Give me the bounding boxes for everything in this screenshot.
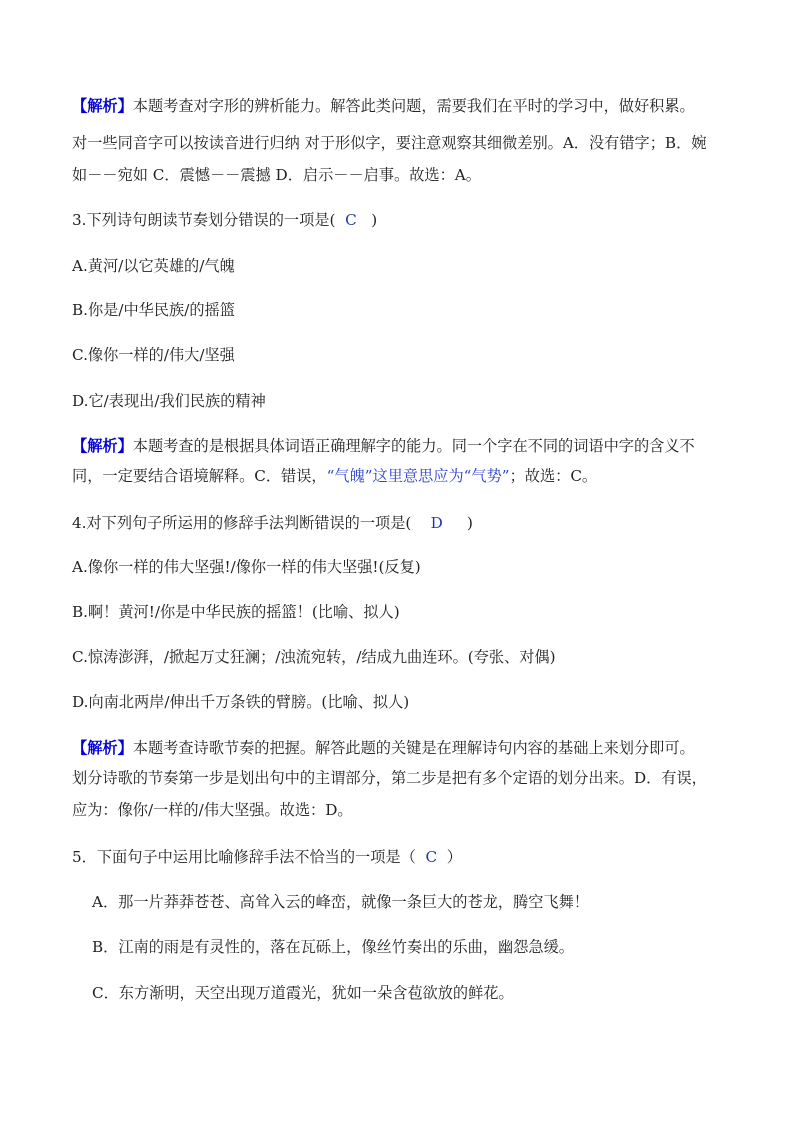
question-stem-text: 4.对下列句子所运用的修辞手法判断错误的一项是( bbox=[72, 514, 412, 532]
analysis-label: 【解析】 bbox=[72, 437, 133, 455]
analysis-line: 对一些同音字可以按读音进行归纳 对于形似字，要注意观察其细微差别。A．没有错字；B．婉 bbox=[72, 134, 707, 152]
question-4-stem bbox=[72, 513, 473, 533]
analysis-label: 【解析】 bbox=[72, 739, 133, 757]
analysis-line: 划分诗歌的节奏第一步是划出句中的主谓部分，第二步是把有多个定语的划分出来。D．有误， bbox=[72, 769, 707, 787]
option-b: B.啊！黄河!/你是中华民族的摇篮！(比喻、拟人) bbox=[72, 603, 400, 621]
option-c: C.惊涛澎湃，/掀起万丈狂澜；/浊流宛转，/结成九曲连环。(夸张、对偶) bbox=[72, 648, 556, 666]
question-5-stem bbox=[72, 847, 462, 867]
analysis-line: 应为：像你/一样的/伟大坚强。故选：D。 bbox=[72, 801, 353, 819]
analysis-text: 同，一定要结合语境解释。C．错误， bbox=[72, 467, 327, 485]
answer-letter: D bbox=[430, 514, 443, 532]
analysis-text: 本题考查的是根据具体词语正确理解字的能力。同一个字在不同的词语中字的含义不 bbox=[132, 437, 695, 455]
option-a: A.像你一样的伟大坚强!/像你一样的伟大坚强!(反复) bbox=[72, 558, 421, 576]
analysis-text: 本题考查诗歌节奏的把握。解答此题的关键是在理解诗句内容的基础上来划分即可。 bbox=[132, 739, 695, 757]
question-stem-close: ) bbox=[371, 211, 378, 229]
quoted-highlight: “气魄”这里意思应为“气势” bbox=[326, 467, 510, 485]
option-d: D.向南北两岸/伸出千万条铁的臂膀。(比喻、拟人) bbox=[72, 693, 410, 711]
option-a: A.黄河/以它英雄的/气魄 bbox=[72, 257, 235, 275]
analysis-line bbox=[72, 96, 695, 116]
analysis-text: 本题考查对字形的辨析能力。解答此类问题，需要我们在平时的学习中，做好积累。 bbox=[132, 97, 695, 115]
analysis-label: 【解析】 bbox=[72, 97, 133, 115]
analysis-text: ；故选：C。 bbox=[509, 467, 598, 485]
answer-letter: C bbox=[425, 848, 438, 866]
option-c: C．东方渐明，天空出现万道霞光，犹如一朵含苞欲放的鲜花。 bbox=[92, 984, 514, 1002]
question-stem-text: 5．下面句子中运用比喻修辞手法不恰当的一项是（ bbox=[72, 848, 416, 866]
analysis-line bbox=[72, 436, 695, 456]
question-stem-close: ) bbox=[467, 514, 473, 532]
option-d: D.它/表现出/我们民族的精神 bbox=[72, 392, 266, 410]
option-c: C.像你一样的/伟大/坚强 bbox=[72, 346, 235, 364]
analysis-line bbox=[72, 466, 597, 486]
option-a: A．那一片莽莽苍苍、高耸入云的峰峦，就像一条巨大的苍龙，腾空飞舞！ bbox=[92, 893, 589, 911]
answer-letter: C bbox=[345, 211, 357, 229]
analysis-line: 如－－宛如 C．震憾－－震撼 D．启示－－启事。故选：A。 bbox=[72, 166, 481, 184]
analysis-line bbox=[72, 738, 695, 758]
option-b: B．江南的雨是有灵性的，落在瓦砾上，像丝竹奏出的乐曲，幽怨急缓。 bbox=[92, 938, 574, 956]
question-3-stem bbox=[72, 210, 377, 230]
question-stem-close: ） bbox=[446, 848, 462, 866]
option-b: B.你是/中华民族/的摇篮 bbox=[72, 301, 235, 319]
question-stem-text: 3.下列诗句朗读节奏划分错误的一项是( bbox=[72, 211, 336, 229]
